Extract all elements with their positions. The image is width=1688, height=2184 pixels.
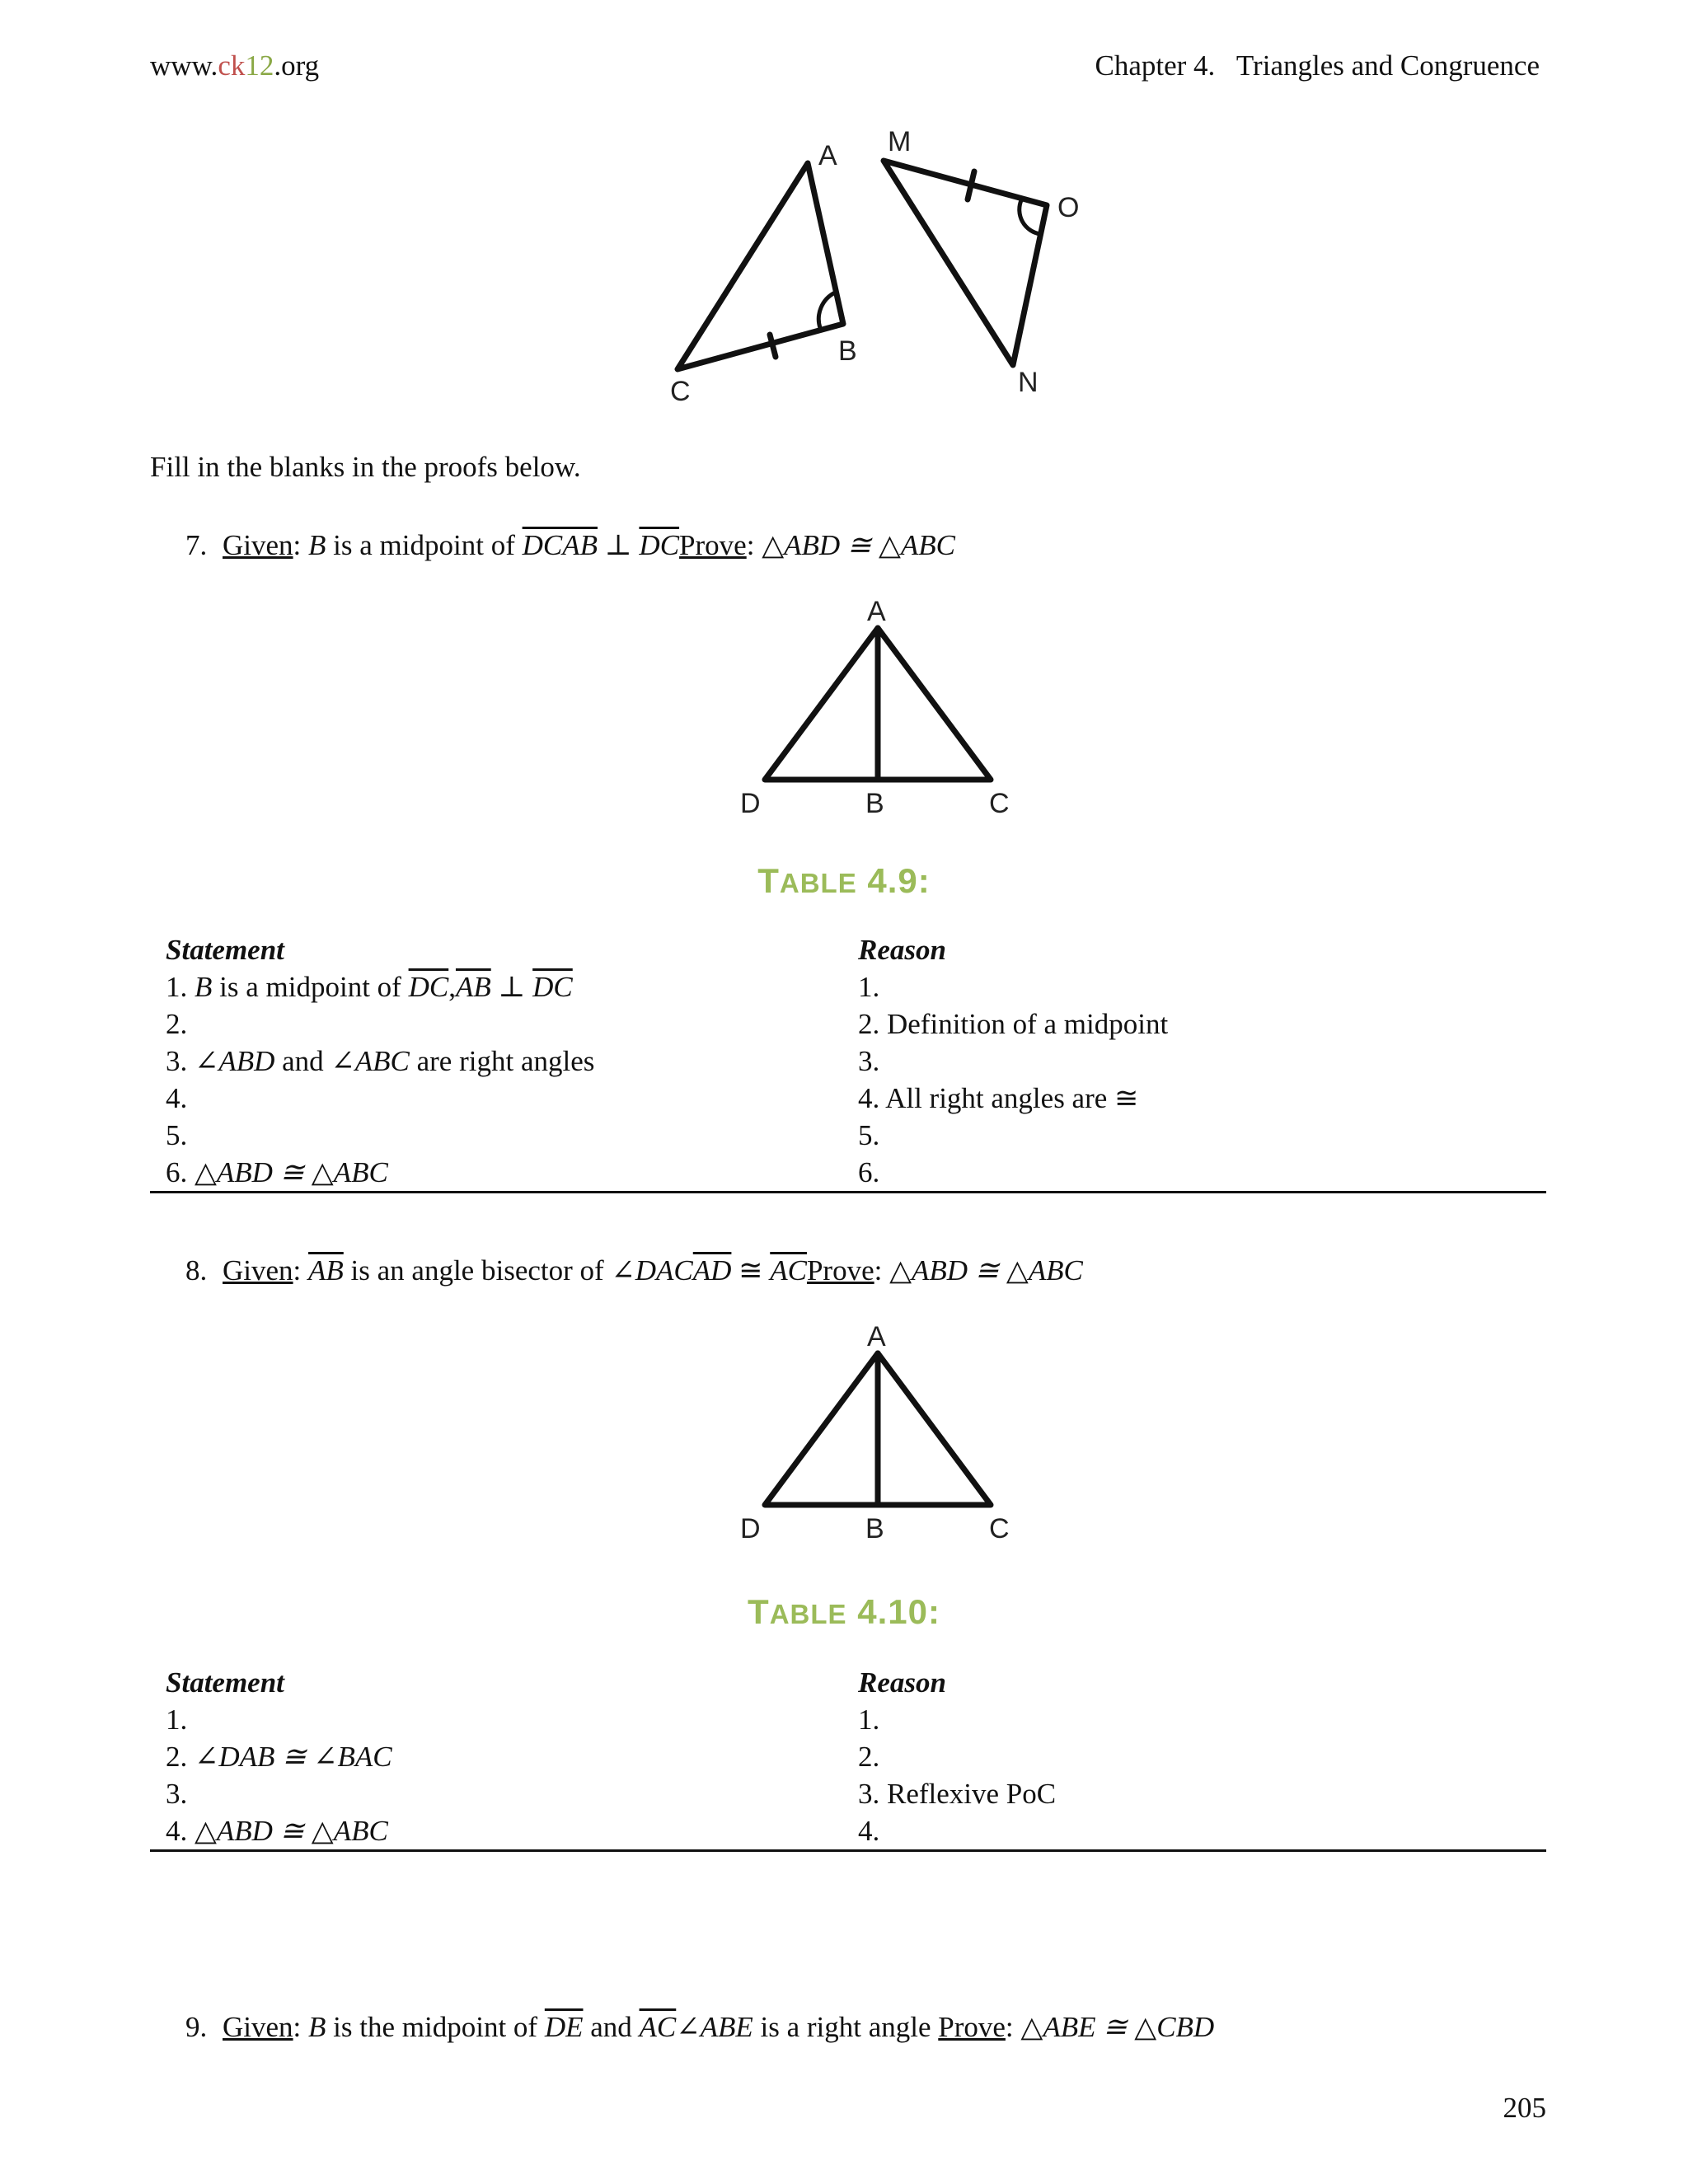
label-c: C: [989, 1513, 1010, 1544]
table-row: [150, 1775, 1546, 1812]
reason-cell: 3. Reflexive PoC: [858, 1778, 1057, 1810]
tick-mark-mo: [968, 171, 974, 199]
problem-number: 7.: [185, 529, 208, 561]
problem-8: 8. Given: $\overline{AB}$ is an angle bisector of $\angle DAC\overline{AD}$ ≅ $\overline{AC}Prove$: △ABD ≅ △ABC: [185, 1253, 1083, 1289]
statement-cell: 2. ∠DAB ≅ ∠BAC: [166, 1741, 392, 1773]
label-b: B: [838, 335, 857, 367]
prove-label: Prove: [806, 1254, 874, 1286]
reason-cell: 1.: [858, 971, 880, 1003]
label-d: D: [740, 788, 761, 819]
statement-cell: 3.: [166, 1778, 188, 1810]
problem-number: 8.: [185, 1254, 208, 1286]
given-label: Given: [223, 1254, 293, 1286]
instruction-text: Fill in the blanks in the proofs below.: [150, 451, 581, 483]
prove-label: Prove: [679, 529, 747, 561]
table-row: [150, 1738, 1546, 1775]
reason-cell: 4.: [858, 1815, 880, 1847]
table-row: [150, 968, 1546, 1005]
prove-statement: △ABD ≅ △ABC: [889, 1254, 1083, 1286]
site-url[interactable]: www.ck12.org: [150, 49, 320, 82]
statement-cell: 1.: [166, 1704, 188, 1736]
table-row: [150, 1005, 1546, 1043]
reason-cell: 2. Definition of a midpoint: [858, 1008, 1169, 1040]
prove-statement: △ABD ≅ △ABC: [762, 529, 955, 561]
table-row: [150, 1080, 1546, 1117]
label-a: A: [818, 140, 837, 171]
label-c: C: [670, 376, 691, 407]
table-4-9-caption: TABLE 4.9:: [757, 861, 931, 900]
prove-label: Prove: [938, 2011, 1006, 2043]
label-a: A: [867, 1321, 886, 1352]
header-reason: Reason: [858, 1666, 946, 1699]
triangle-abc: [678, 163, 843, 369]
table-row: [150, 1154, 1546, 1191]
header-statement: Statement: [166, 934, 284, 966]
page-number: 205: [1503, 2092, 1546, 2124]
label-d: D: [740, 1513, 761, 1544]
problem-number: 9.: [185, 2011, 208, 2043]
table-header-row: [150, 931, 1546, 968]
figure-7-triangle: [734, 585, 1030, 824]
figure-8-triangle: [734, 1310, 1030, 1549]
statement-cell: 6. △ABD ≅ △ABC: [166, 1156, 388, 1188]
label-o: O: [1057, 192, 1080, 223]
table-row: [150, 1701, 1546, 1738]
chapter-title: Chapter 4. Triangles and Congruence: [1095, 49, 1540, 82]
triangle-mon: [884, 161, 1047, 365]
table-row: [150, 1043, 1546, 1080]
label-n: N: [1018, 367, 1039, 398]
table-4-10-caption: TABLE 4.10:: [748, 1592, 940, 1631]
label-b: B: [865, 788, 884, 819]
table-row: [150, 1812, 1546, 1849]
header-reason: Reason: [858, 934, 946, 966]
header-statement: Statement: [166, 1666, 284, 1699]
reason-cell: 6.: [858, 1156, 880, 1188]
label-c: C: [989, 788, 1010, 819]
statement-cell: 5.: [166, 1119, 188, 1151]
given-label: Given: [223, 2011, 293, 2043]
given-label: Given: [223, 529, 293, 561]
reason-cell: 4. All right angles are ≅: [858, 1082, 1139, 1114]
label-m: M: [888, 126, 912, 157]
prove-statement: △ABE ≅ △CBD: [1020, 2011, 1215, 2043]
table-4-10: [150, 1664, 1546, 1852]
label-a: A: [867, 596, 886, 627]
statement-cell: 4. △ABD ≅ △ABC: [166, 1815, 388, 1847]
table-row: [150, 1117, 1546, 1154]
statement-cell: 4.: [166, 1082, 188, 1114]
angle-arc-b: [818, 293, 835, 328]
problem-9: 9. Given: B is the midpoint of $\overline{DE}$ and $\overline{AC}\angle ABE$ is a right angle Prove: △ABE ≅ △CBD: [185, 2009, 1214, 2046]
reason-cell: 2.: [858, 1741, 880, 1773]
figure-triangles-abc-mon: [643, 124, 1104, 412]
problem-7: 7. Given: B is a midpoint of DCAB ⊥ $\overline{DC}Prove$: △ABD ≅ △ABC: [185, 527, 955, 564]
table-4-9: [150, 931, 1546, 1193]
reason-cell: 3.: [858, 1045, 880, 1077]
statement-cell: 1. B is a midpoint of $\overline{DC},\overline{AB}$ ⊥ $\overline{DC}$: [166, 971, 573, 1003]
label-b: B: [865, 1513, 884, 1544]
reason-cell: 5.: [858, 1119, 880, 1151]
tick-mark-bc: [770, 335, 776, 357]
statement-cell: 2.: [166, 1008, 188, 1040]
reason-cell: 1.: [858, 1704, 880, 1736]
table-header-row: [150, 1664, 1546, 1701]
statement-cell: 3. ∠ABD and ∠ABC are right angles: [166, 1045, 595, 1077]
